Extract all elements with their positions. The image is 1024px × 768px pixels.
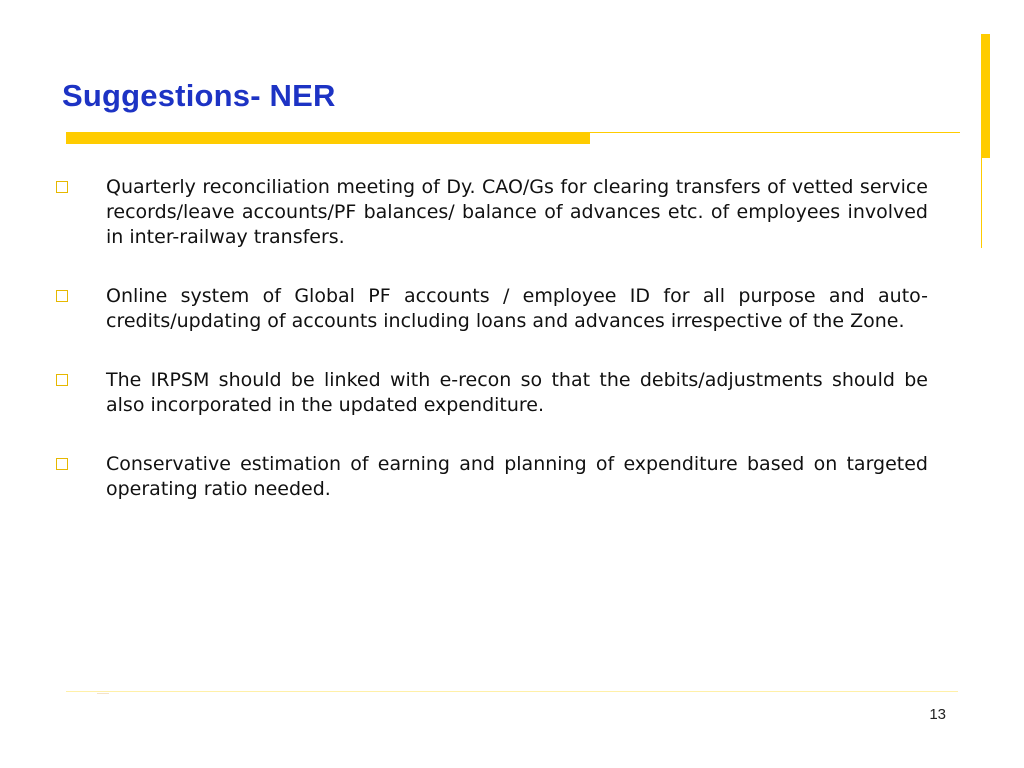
bullet-text: Conservative estimation of earning and planning of expenditure based on targeted operating ratio needed.	[106, 453, 928, 500]
hollow-square-bullet-icon	[56, 374, 68, 386]
bullet-item	[56, 452, 928, 502]
hollow-square-bullet-icon	[56, 290, 68, 302]
hollow-square-bullet-icon	[56, 181, 68, 193]
footer-rule	[66, 691, 958, 692]
side-accent-line	[981, 158, 982, 248]
bullet-list	[56, 175, 928, 536]
side-accent-bar	[981, 34, 990, 158]
bullet-item	[56, 368, 928, 418]
page-number: 13	[929, 706, 946, 723]
footer-mark	[97, 693, 109, 694]
bullet-item	[56, 284, 928, 334]
bullet-text: Online system of Global PF accounts / employee ID for all purpose and auto-credits/updating of accounts including loans and advances irrespective of the Zone.	[106, 285, 928, 332]
hollow-square-bullet-icon	[56, 458, 68, 470]
bullet-item	[56, 175, 928, 250]
title-underline-thin	[590, 132, 960, 133]
title-underline-thick	[66, 132, 590, 144]
bullet-text: Quarterly reconciliation meeting of Dy. CAO/Gs for clearing transfers of vetted service records/leave accounts/PF balances/ balance of advances etc. of employees involved in inter-railway transfers.	[106, 176, 928, 248]
bullet-text: The IRPSM should be linked with e-recon so that the debits/adjustments should be also incorporated in the updated expenditure.	[106, 369, 928, 416]
slide-title: Suggestions- NER	[62, 78, 336, 113]
